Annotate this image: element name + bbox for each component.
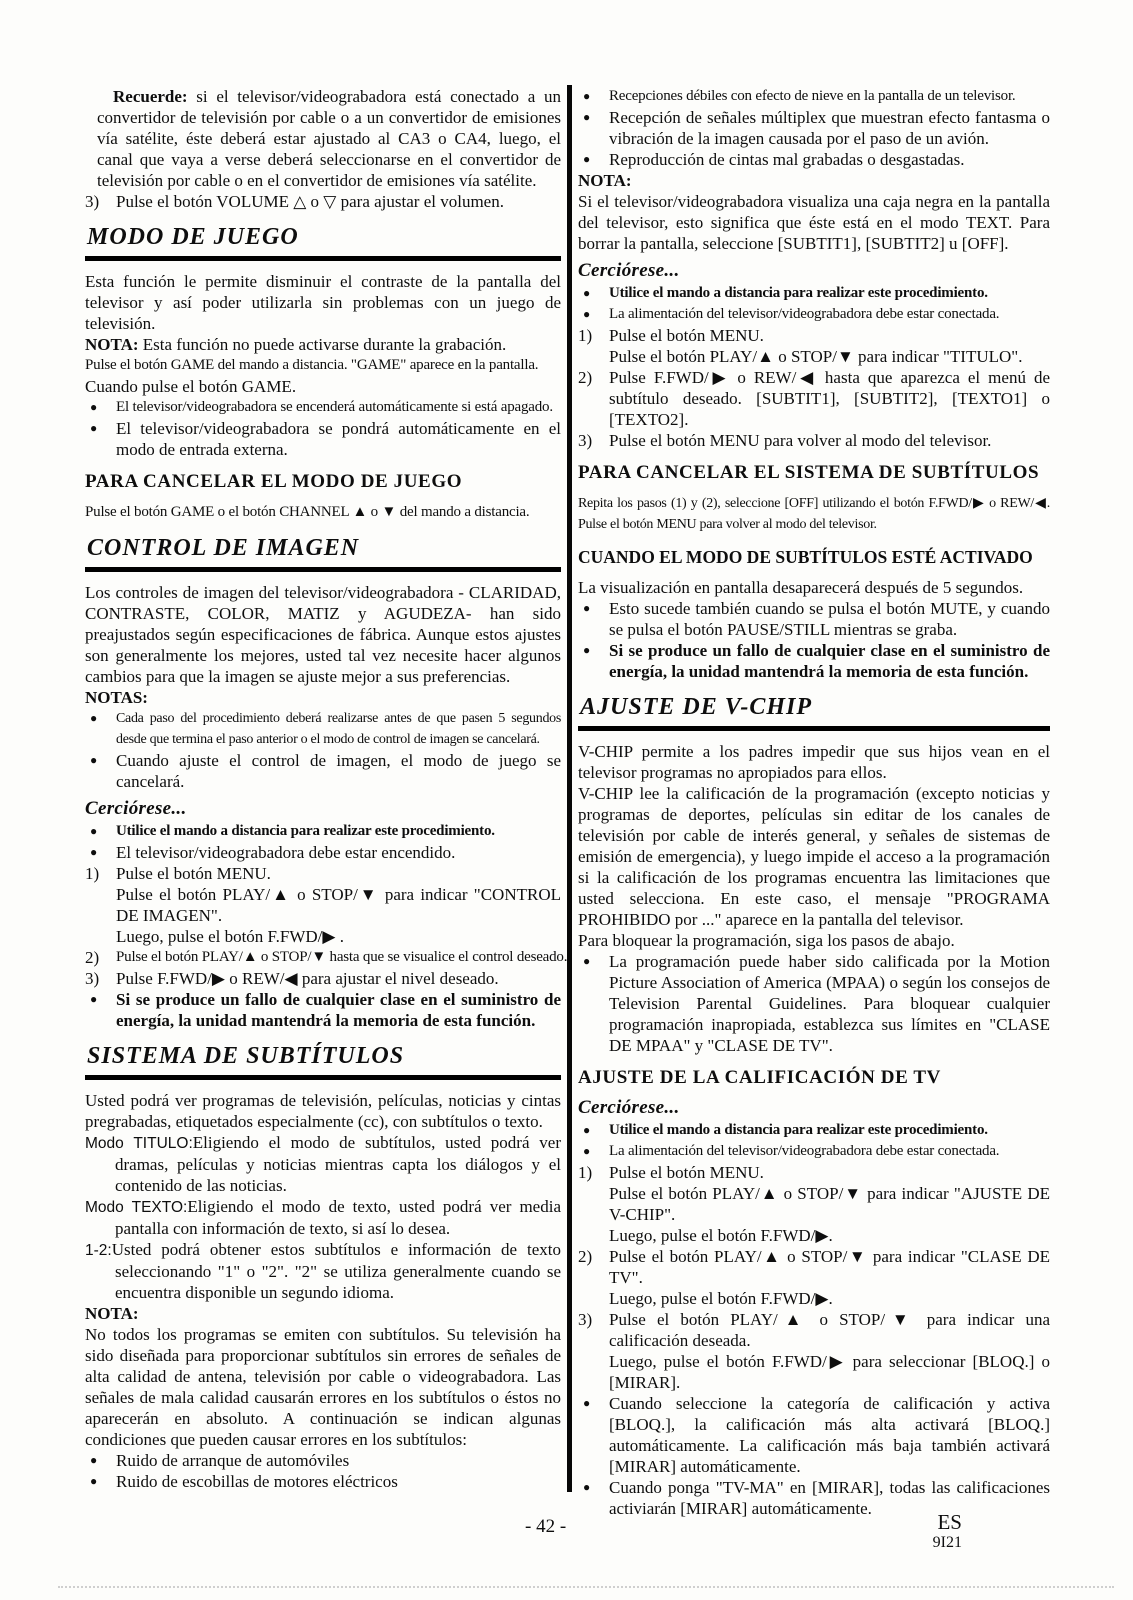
bullet-text: Reproducción de cintas mal grabadas o desgastadas.	[609, 150, 965, 169]
bullet-text: Cuando ponga "TV-MA" en [MIRAR], todas las calificaciones activiarán [MIRAR] automáticamente.	[609, 1478, 1050, 1518]
paragraph-nota	[85, 334, 561, 355]
paragraph: Esta función le permite disminuir el contraste de la pantalla del televisor y así poder utilizarla sin problemas con un juego de televisión.	[85, 272, 561, 333]
modo-texto-text: Eligiendo el modo de texto, usted podrá ver media pantalla con información de texto, si así lo desea.	[115, 1197, 561, 1238]
step-text: Pulse F.FWD/▶ o REW/◀ hasta que aparezca el menú de subtítulo deseado. [SUBTIT1], [SUBTIT2], [TEXTO1] o [TEXTO2].	[609, 368, 1050, 429]
column-divider	[567, 85, 572, 1492]
bullet-icon: ●	[90, 1474, 98, 1488]
bullet-text: Si se produce un fallo de cualquier clase en el suministro de energía, la unidad mantendrá la memoria de esta función.	[116, 990, 561, 1030]
step-line: Pulse el botón PLAY/▲ o STOP/▼ para indicar "TITULO".	[609, 347, 1023, 366]
step-item	[85, 947, 568, 968]
bullet-icon: ●	[583, 1144, 591, 1158]
step-item	[578, 367, 1050, 430]
bullet-icon: ●	[583, 286, 591, 300]
subheading-modo-subtitulos-activado: CUANDO EL MODO DE SUBTÍTULOS ESTÉ ACTIVADO	[578, 547, 1033, 567]
bullet-icon: ●	[90, 711, 98, 725]
step-number: 1)	[85, 864, 100, 883]
bullet-icon: ●	[583, 1480, 591, 1494]
nota-lead: NOTA:	[85, 335, 139, 354]
step-number: 3)	[578, 431, 593, 450]
paragraph: Para bloquear la programación, siga los pasos de abajo.	[578, 931, 955, 950]
paragraph: Cuando pulse el botón GAME.	[85, 377, 297, 396]
paragraph-recuerde	[97, 86, 561, 191]
paragraph: Pulse el botón GAME del mando a distancia. "GAME" aparece en la pantalla.	[85, 357, 539, 373]
bullet-item	[85, 750, 561, 792]
step-line: Luego, pulse el botón F.FWD/▶.	[609, 1226, 833, 1245]
bullet-item	[578, 1477, 1050, 1519]
bullet-item	[578, 1393, 1050, 1477]
section-heading-control-de-imagen: CONTROL DE IMAGEN	[85, 535, 561, 572]
bullet-icon: ●	[583, 1396, 591, 1410]
step-item	[578, 1246, 1050, 1309]
bullet-icon: ●	[583, 152, 591, 166]
nota-lead: NOTA:	[578, 171, 632, 190]
subheading-cancelar-sistema-subtitulos: PARA CANCELAR EL SISTEMA DE SUBTÍTULOS	[578, 462, 1040, 483]
bullet-text: Cuando seleccione la categoría de calificación y activa [BLOQ.], la calificación más alta activará [BLOQ.] automáticamente. La calificación más baja también activará [MIRAR] automáticamente.	[609, 1394, 1050, 1476]
section-heading-sistema-de-subtitulos: SISTEMA DE SUBTÍTULOS	[85, 1043, 561, 1080]
bullet-icon: ●	[90, 400, 98, 414]
subheading-cancelar-modo-juego: PARA CANCELAR EL MODO DE JUEGO	[85, 471, 463, 492]
bullet-item	[85, 1450, 561, 1471]
bullet-item	[85, 1471, 561, 1492]
modo-texto-lead: Modo TEXTO:	[85, 1199, 188, 1216]
bullet-text: Recepciones débiles con efecto de nieve en la pantalla de un televisor.	[609, 88, 1016, 104]
bullet-text: Ruido de arranque de automóviles	[116, 1451, 350, 1470]
bullet-text: La alimentación del televisor/videograbadora debe estar conectada.	[609, 306, 1000, 322]
bullet-icon: ●	[90, 824, 98, 838]
step-item	[578, 1162, 1050, 1246]
bullet-icon: ●	[583, 954, 591, 968]
step-line: Pulse el botón PLAY/▲ o STOP/▼ para indicar "AJUSTE DE V-CHIP".	[609, 1184, 1050, 1224]
language-code: ES	[937, 1510, 962, 1534]
step-number: 1)	[578, 326, 593, 345]
paragraph: Los controles de imagen del televisor/videograbadora - CLARIDAD, CONTRASTE, COLOR, MATIZ y AGUDEZA- han sido preajustados según especificaciones de fábrica. Aunque estos ajustes son generalmente los mejores, usted tal vez necesite hacer algunos cambios para que la imagen se ajuste mejor a sus preferencias.	[85, 583, 561, 686]
bullet-item	[578, 149, 1050, 170]
bullet-item	[85, 842, 561, 863]
nota-lead: NOTA:	[85, 1304, 139, 1323]
bullet-icon: ●	[583, 307, 591, 321]
step-number: 3)	[578, 1310, 593, 1329]
footer-right-block	[890, 1510, 962, 1552]
bullet-text: El televisor/videograbadora se encenderá automáticamente si está apagado.	[116, 399, 553, 415]
paragraph: Si el televisor/videograbadora visualiza una caja negra en la pantalla del televisor, esto significa que éste está en el modo TEXT. Para borrar la pantalla, seleccione [SUBTIT1], [SUBTIT2] u [OFF].	[578, 192, 1050, 253]
bullet-item	[578, 951, 1050, 1056]
scan-artifact-line	[58, 1586, 1114, 1588]
step-line: Pulse el botón PLAY/▲ o STOP/▼ para indicar "CONTROL DE IMAGEN".	[116, 885, 561, 925]
modo-titulo-lead: Modo TITULO:	[85, 1135, 193, 1152]
paragraph-modo-texto	[85, 1196, 561, 1239]
step-number: 2)	[85, 948, 100, 967]
step-item	[85, 968, 561, 989]
bullet-icon: ●	[583, 110, 591, 124]
bullet-text: Cuando ajuste el control de imagen, el modo de juego se cancelará.	[116, 751, 561, 791]
bullet-text: Ruido de escobillas de motores eléctricos	[116, 1472, 398, 1491]
step-number: 2)	[578, 368, 593, 387]
bullet-text: El televisor/videograbadora debe estar encendido.	[116, 843, 456, 862]
right-column	[578, 86, 1050, 1519]
nota-text: Esta función no puede activarse durante la grabación.	[138, 335, 507, 354]
step-line: Luego, pulse el botón F.FWD/▶ .	[116, 927, 344, 946]
bullet-item	[85, 418, 561, 460]
recuerde-text: si el televisor/videograbadora está conectado a un convertidor de televisión por cable o a un convertidor de emisiones vía satélite, éste deberá estar ajustado al CA3 o CA4, luego, el canal que vaya a verse deberá seleccionarse en el convertidor de televisión por cable o en el convertidor de emisiones vía satélite.	[97, 87, 561, 190]
step-number: 2)	[578, 1247, 593, 1266]
bullet-icon: ●	[90, 845, 98, 859]
cerciorese-heading: Cerciórese...	[578, 1097, 680, 1118]
bullet-icon: ●	[583, 89, 591, 103]
bullet-icon: ●	[90, 1453, 98, 1467]
bullet-item	[85, 989, 561, 1031]
step-text	[609, 325, 1050, 367]
bullet-icon: ●	[90, 753, 98, 767]
step-line: Pulse el botón PLAY/▲ o STOP/▼ para indicar "CLASE DE TV".	[609, 1247, 1050, 1287]
bullet-text: La programación puede haber sido calificada por la Motion Picture Association of America (MPAA) o según los consejos de Television Parental Guidelines. Para bloquear cualquier programación inapropiada, establezca sus límites en "CLASE DE MPAA" y "CLASE DE TV".	[609, 952, 1050, 1055]
subheading-ajuste-calificacion-tv: AJUSTE DE LA CALIFICACIÓN DE TV	[578, 1067, 941, 1088]
bullet-item	[85, 397, 561, 418]
step-text: Pulse el botón MENU para volver al modo del televisor.	[609, 431, 992, 450]
bullet-text: Cada paso del procedimiento deberá realizarse antes de que pasen 5 segundos desde que termina el paso anterior o el modo de control de imagen se cancelará.	[116, 711, 561, 747]
step-item	[578, 430, 1050, 451]
bullet-icon: ●	[583, 601, 591, 615]
section-heading-ajuste-de-v-chip: AJUSTE DE V-CHIP	[578, 694, 1050, 731]
bullet-icon: ●	[583, 643, 591, 657]
bullet-text: El televisor/videograbadora se pondrá automáticamente en el modo de entrada externa.	[116, 419, 561, 459]
page-number: - 42 -	[525, 1516, 567, 1537]
step-text	[609, 1246, 1050, 1309]
bullet-item	[578, 640, 1050, 682]
bullet-item	[85, 708, 561, 750]
bullet-item	[578, 304, 1050, 325]
document-code: 9I21	[932, 1534, 962, 1551]
section-heading-modo-de-juego: MODO DE JUEGO	[85, 224, 561, 261]
cerciorese-heading: Cerciórese...	[85, 798, 187, 819]
bullet-item	[578, 283, 1050, 304]
bullet-text: Utilice el mando a distancia para realizar este procedimiento.	[116, 823, 495, 839]
step-text: Pulse el botón PLAY/▲ o STOP/▼ hasta que se visualice el control deseado.	[116, 949, 568, 965]
paragraph: V-CHIP lee la calificación de la programación (excepto noticias y programas de deportes, películas sin editar de los canales de televisión por cable de interés general, y señales de sistemas de emisión de emergencia), y luego impide el acceso a la programación si la calificación de los programas encuentra las limitaciones que usted selecciona. En este caso, el mensaje "PROGRAMA PROHIBIDO por ..." aparece en la pantalla del televisor.	[578, 784, 1050, 929]
bullet-item	[85, 821, 561, 842]
modo-titulo-text: Eligiendo el modo de subtítulos, usted podrá ver dramas, películas y noticias mientras capta los diálogos y el contenido de las noticias.	[115, 1133, 561, 1195]
bullet-item	[578, 1120, 1050, 1141]
bullet-item	[578, 107, 1050, 149]
step-item	[578, 1309, 1050, 1393]
step-line: Pulse el botón MENU.	[609, 326, 764, 345]
bullet-text: Utilice el mando a distancia para realizar este procedimiento.	[609, 1122, 988, 1138]
modo-12-text: Usted podrá obtener estos subtítulos e información de texto seleccionando "1" o "2". "2" se utiliza generalmente cuando se encuentra disponible un segundo idioma.	[111, 1240, 561, 1302]
bullet-text: Esto sucede también cuando se pulsa el botón MUTE, y cuando se pulsa el botón PAUSE/STILL mientras se graba.	[609, 599, 1050, 639]
paragraph: Pulse el botón GAME o el botón CHANNEL ▲ o ▼ del mando a distancia.	[85, 504, 530, 520]
step-number: 1)	[578, 1163, 593, 1182]
paragraph: La visualización en pantalla desaparecerá después de 5 segundos.	[578, 578, 1024, 597]
paragraph-modo-12	[85, 1239, 561, 1303]
step-item	[85, 863, 561, 947]
bullet-icon: ●	[583, 1123, 591, 1137]
paragraph: V-CHIP permite a los padres impedir que sus hijos vean en el televisor programas no apropiados para ellos.	[578, 742, 1050, 782]
bullet-item	[578, 1141, 1050, 1162]
step-item	[85, 191, 561, 212]
paragraph: Usted podrá ver programas de televisión, películas, noticias y cintas pregrabadas, etiquetados especialmente (cc), con subtítulos o texto.	[85, 1091, 561, 1131]
bullet-text: Recepción de señales múltiplex que muestran efecto fantasma o vibración de la imagen causada por el paso de un avión.	[609, 108, 1050, 148]
step-text	[116, 863, 561, 947]
step-text	[609, 1309, 1050, 1393]
modo-12-lead: 1-2:	[85, 1242, 112, 1259]
step-line: Pulse el botón PLAY/▲ o STOP/▼ para indicar una calificación deseada.	[609, 1310, 1050, 1350]
step-text: Pulse el botón VOLUME △ o ▽ para ajustar el volumen.	[116, 192, 504, 211]
recuerde-lead: Recuerde:	[113, 87, 188, 106]
step-text	[609, 1162, 1050, 1246]
bullet-item	[578, 598, 1050, 640]
paragraph: Repita los pasos (1) y (2), seleccione [OFF] utilizando el botón F.FWD/▶ o REW/◀. Pulse el botón MENU para volver al modo del televisor.	[578, 496, 1050, 532]
left-column	[85, 86, 568, 1492]
paragraph-modo-titulo	[85, 1132, 561, 1196]
step-number: 3)	[85, 192, 100, 211]
step-text: Pulse F.FWD/▶ o REW/◀ para ajustar el nivel deseado.	[116, 969, 499, 988]
step-item	[578, 325, 1050, 367]
step-line: Pulse el botón MENU.	[609, 1163, 764, 1182]
step-number: 3)	[85, 969, 100, 988]
step-line: Luego, pulse el botón F.FWD/▶.	[609, 1289, 833, 1308]
bullet-icon: ●	[90, 992, 98, 1006]
bullet-text: Utilice el mando a distancia para realizar este procedimiento.	[609, 285, 988, 301]
notas-lead: NOTAS:	[85, 688, 148, 707]
bullet-text: Si se produce un fallo de cualquier clase en el suministro de energía, la unidad mantendrá la memoria de esta función.	[609, 641, 1050, 681]
bullet-icon: ●	[90, 421, 98, 435]
step-line: Luego, pulse el botón F.FWD/▶ para seleccionar [BLOQ.] o [MIRAR].	[609, 1352, 1050, 1392]
step-line: Pulse el botón MENU.	[116, 864, 271, 883]
bullet-item	[578, 86, 1050, 107]
paragraph: No todos los programas se emiten con subtítulos. Su televisión ha sido diseñada para proporcionar subtítulos sin errores de señales de alta calidad de antena, televisión por cable o videograbadora. Las señales de mala calidad causarán errores en los subtítulos o éstos no aparecerán en absoluto. A continuación se indican algunas condiciones que pueden causar errores en los subtítulos:	[85, 1325, 561, 1449]
bullet-text: La alimentación del televisor/videograbadora debe estar conectada.	[609, 1143, 1000, 1159]
cerciorese-heading: Cerciórese...	[578, 260, 680, 281]
